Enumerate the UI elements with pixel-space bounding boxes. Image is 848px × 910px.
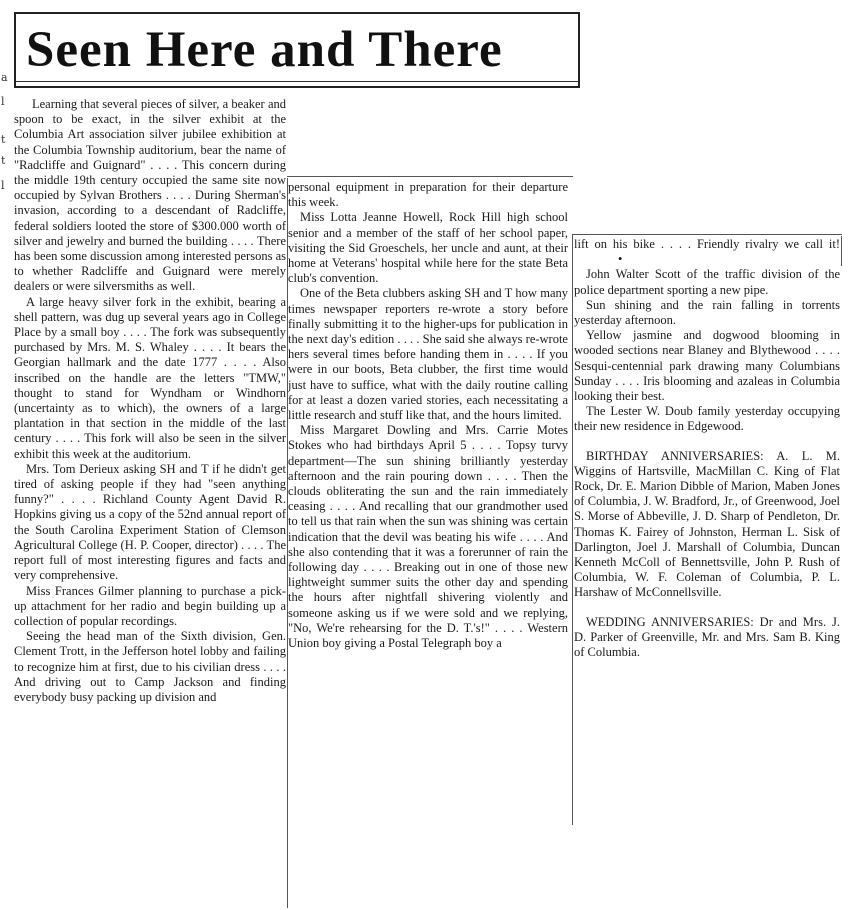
- paragraph: Sun shining and the rain falling in torrents yesterday afternoon.: [574, 297, 840, 328]
- paragraph: The Lester W. Doub family yesterday occupying their new residence in Edgewood.: [574, 404, 840, 434]
- paragraph: Yellow jasmine and dogwood blooming in wooded sections near Blaney and Blythewood . . . . Sesqui-centennial park drawing many Columbians Sunday . . . . Iris blooming and azaleas in Columbia looking their best.: [574, 328, 840, 404]
- paragraph: A large heavy silver fork in the exhibit, bearing a shell pattern, was dug up several years ago in College Place by a small boy . . . . The fork was subsequently purchased by Mrs. M. S. Whaley . . . . It bears the Georgian hallmark and the date 1777 . . . . Also inscribed on the handle are the letters "TMW," thought to stand for Wyndham or Windhorn (uncertainty as to which), the owners of a large plantation in that section in the middle of the last century . . . . This fork will also be seen in the silver exhibit this week at the auditorium.: [14, 294, 286, 461]
- wedding-anniversaries: WEDDING ANNIVERSARIES: Dr and Mrs. J. D. Parker of Greenville, Mr. and Mrs. Sam B. King of Columbia.: [574, 614, 840, 660]
- paragraph: Mrs. Tom Derieux asking SH and T if he didn't get tired of asking people if they had "seen anything funny?" . . . . Richland County Agent David R. Hopkins giving us a copy of the 52nd annual report of the South Carolina Experiment Station of Clemson Agricultural College (H. P. Cooper, director) . . . . The report full of most interesting figures and facts and very comprehensive.: [14, 461, 286, 583]
- column-top-rule: [572, 234, 842, 235]
- masthead: [14, 12, 580, 88]
- masthead-underline: [16, 81, 578, 82]
- column-edge-rule: [841, 236, 842, 266]
- paragraph: Miss Lotta Jeanne Howell, Rock Hill high school senior and a member of the staff of her school paper, visiting the Sid Groeschels, her uncle and aunt, at their home at Veterans' hospital while here for the state Beta club's convention.: [288, 210, 568, 286]
- paragraph: Miss Margaret Dowling and Mrs. Carrie Motes Stokes who had birthdays April 5 . . . . Topsy turvy department—The sun shining brilliantly yesterday afternoon and the rain pouring down . . . . Then the clouds obliterating the sun and the rain immediately ceasing . . . . And recalling that our grandmother used to tell us that rain when the sun was shining was certain indication that the devil was beating his wife . . . . And she also contending that it was a forerunner of rain the following day . . . . Breaking out in one of those new lightweight summer suits the other day and spending the hours after nightfall shivering violently and someone asking us if we were sold and we replying, "No, We're rehearsing for the D. T.'s!" . . . . Western Union boy giving a Postal Telegraph boy a: [288, 423, 568, 651]
- margin-mark: t: [1, 133, 6, 146]
- paragraph-text: lift on his bike . . . . Friendly rivalry we call it!: [574, 237, 840, 251]
- article-column-3: [574, 237, 840, 660]
- birthday-anniversaries: BIRTHDAY ANNIVERSARIES: A. L. M. Wiggins of Hartsville, MacMillan C. King of Flat Rock, Dr. E. Marion Dibble of Marion, Maben Jones of Columbia, J. W. Bradford, Jr., of Greenwood, Joel S. Morse of Abbeville, J. D. Sharp of Pendleton, Dr. Thomas K. Fairey of Johnston, Herman L. Sisk of Darlington, Joel J. Marshall of Columbia, Duncan Kenneth McColl of Bennettsville, John P. Rush of Columbia, W. F. Coleman of Columbia, P. L. Harshaw of McConnellsville.: [574, 448, 840, 600]
- article-column-1: [14, 97, 286, 705]
- paragraph: Learning that several pieces of silver, a beaker and spoon to be exact, in the silver exhibit at the Columbia Art association silver jubilee exhibition at the Columbia Township auditorium, bear the name of "Radcliffe and Guignard" . . . . This concern during the middle 19th century occupied the same site now occupied by Sylvan Brothers . . . . During Sherman's invasion, according to a descendant of Radcliffe, federal soldiers looted the store of $300.000 worth of silver and jewelry and burned the building . . . . There has been some discussion among interested persons as to whether Radcliffe and Guignard were merely dealers or were silversmiths as well.: [14, 97, 286, 294]
- margin-mark: l: [1, 179, 5, 192]
- paragraph: Miss Frances Gilmer planning to purchase a pick-up attachment for her radio and begin building up a collection of popular recordings.: [14, 583, 286, 628]
- bullet-mark: •: [618, 252, 623, 267]
- margin-mark: l: [1, 95, 5, 108]
- column-divider: [572, 235, 573, 825]
- paragraph: personal equipment in preparation for their departure this week.: [288, 180, 568, 210]
- article-column-2: [288, 180, 568, 651]
- column-top-rule: [287, 176, 573, 177]
- paragraph: Seeing the head man of the Sixth division, Gen. Clement Trott, in the Jefferson hotel lobby and failing to recognize him at first, due to his civilian dress . . . . And driving out to Camp Jackson and finding everybody busy packing up division and: [14, 629, 286, 704]
- paragraph: John Walter Scott of the traffic division of the police department sporting a new pipe.: [574, 267, 840, 297]
- page-title: Seen Here and There: [26, 22, 503, 78]
- paragraph: One of the Beta clubbers asking SH and T how many times newspaper reporters re-wrote a story before finally submitting it to the higher-ups for publication in the next day's edition . . . . She said she always re-wrote hers several times before handing them in . . . . If you were in our boots, Beta clubber, the first time would just have to suffice, what with the daily routine calling for at least a dozen varied stories, each necessitating a little research and stuff like that, and the hours limited.: [288, 286, 568, 423]
- paragraph: [574, 237, 840, 267]
- margin-mark: a: [1, 71, 8, 84]
- margin-mark: t: [1, 154, 6, 167]
